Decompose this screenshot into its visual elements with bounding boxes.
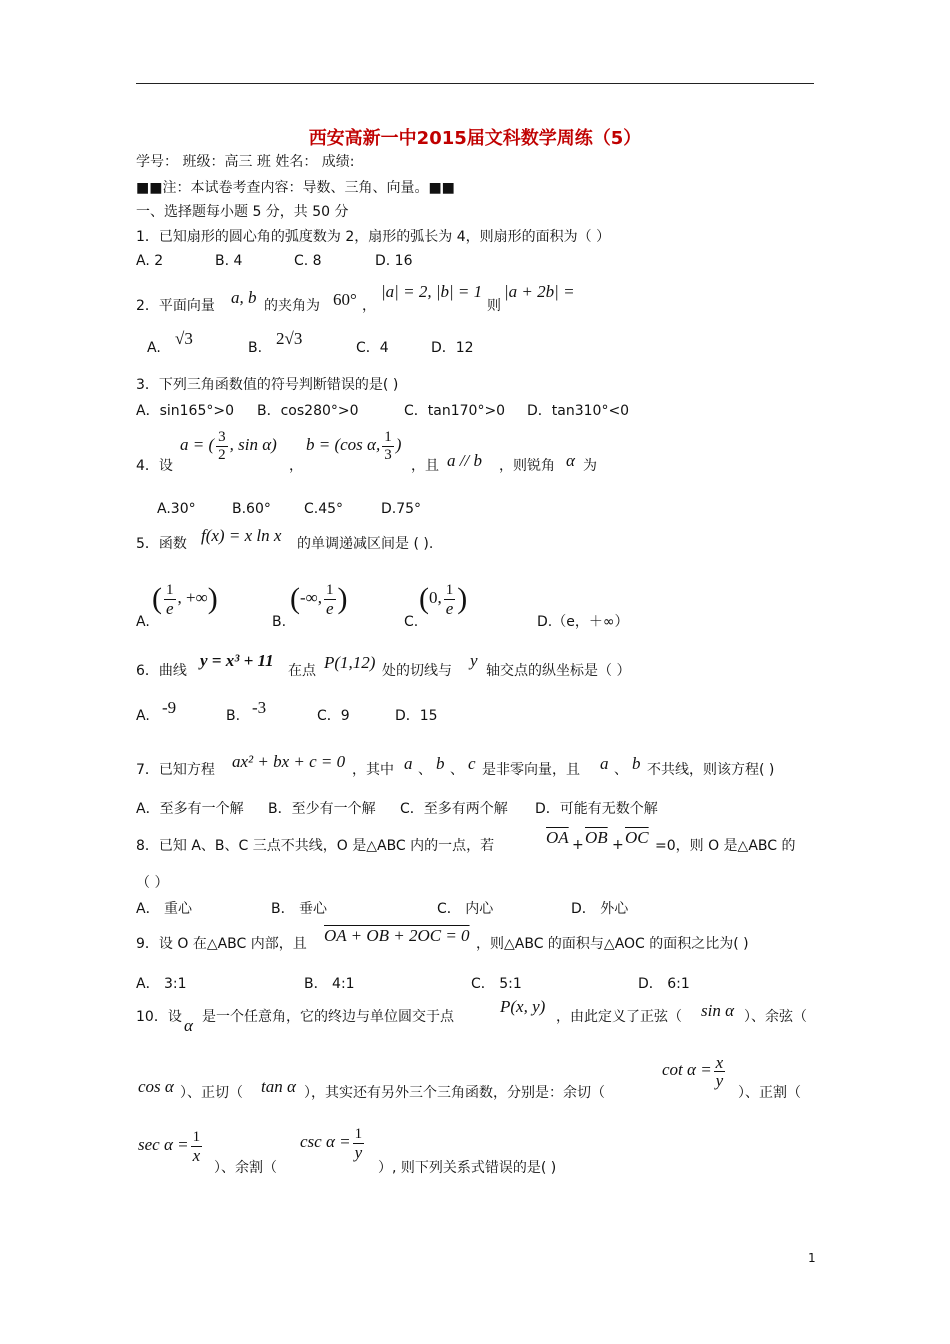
q7-mid: ，其中 [352,762,394,778]
right-paren: ) [457,582,468,615]
q8-pre: 8．已知 A、B、C 三点不共线，O 是△ABC 内的一点，若 [136,838,495,854]
q4-vector-a-lhs: a = ( [180,435,215,454]
q1-option-d: D. 16 [375,253,413,269]
q8-option-b: B． 垂心 [271,901,328,917]
q4-parallel: a // b [447,451,482,470]
q8-plus-1: + [572,837,584,853]
frac-den: y [715,1070,724,1090]
q7-b-2: b [632,754,641,773]
q10-pre: 10．设 [136,1009,182,1025]
frac-num: 1 [192,1128,201,1145]
q4-mid: ，且 [411,458,439,474]
q4-vector-b-tail: ) [395,435,402,454]
q4-fraction-3-2 [216,429,228,464]
q10-mid: 是一个任意角，它的终边与单位圆交于点 [202,1009,454,1025]
q4-option-a: A.30° [157,501,196,517]
q5-option-b-interval [290,578,348,619]
q10-line2a: ）、正切（ [180,1085,243,1101]
right-paren: ) [207,582,218,615]
q4-end: ，则锐角 [499,458,555,474]
q2-mid: 的夹角为 [264,298,320,314]
q3-option-d: D．tan310°<0 [527,403,630,419]
q6-option-b: B. [226,708,241,724]
fraction-1-e [164,582,176,617]
q2-then: 则 [487,298,501,314]
q9-option-d: D． 6:1 [638,976,690,992]
q6-option-a-value: -9 [162,698,177,717]
q2-option-c: C．4 [356,340,389,356]
q5-option-b: B. [272,614,287,630]
q4-frac-num: 3 [218,428,226,445]
q8-vector-oc: $\overline{OC}$ [625,828,649,847]
frac-num: 1 [326,581,334,598]
q8-vector-oa: $\overline{OA}$ [546,828,569,847]
section-heading: 一、选择题每小题 5 分，共 50 分 [136,204,349,220]
q4-fraction-1-3 [382,429,394,464]
left-paren: ( [419,582,429,615]
interval-tail: , +∞ [177,588,208,607]
q7-sep-2: 、 [450,762,464,778]
frac-num: x [715,1052,724,1072]
q4-end2: 为 [583,458,597,474]
q6-option-c: C．9 [317,708,350,724]
page-number: 1 [808,1251,816,1265]
q7-sep-3: 、 [614,762,628,778]
q2-expression: |a + 2b| = [504,282,575,301]
q6-y: y [470,651,478,670]
q10-cos: cos α [138,1077,174,1096]
q1-option-b: B. 4 [215,253,243,269]
q5-option-d: D.（e，＋∞） [537,614,629,630]
q6-pre: 6．曲线 [136,663,187,679]
q4-frac-den: 3 [384,446,392,463]
interval-head: -∞, [300,588,323,607]
q6-option-d: D．15 [395,708,438,724]
right-paren: ) [337,582,348,615]
left-paren: ( [290,582,300,615]
q10-line2c: ）、正割（ [738,1085,801,1101]
q4-option-b: B.60° [232,501,271,517]
q10-line3a: ）、余割（ [214,1160,277,1176]
q7-post1: 是非零向量，且 [482,762,580,778]
q1-stem: 1．已知扇形的圆心角的弧度数为 2，扇形的弧长为 4，则扇形的面积为（ ） [136,229,611,245]
q9-option-a: A． 3:1 [136,976,187,992]
q9-post: ，则△ABC 的面积与△AOC 的面积之比为( ) [476,936,749,952]
q3-option-a: A．sin165°>0 [136,403,234,419]
q4-vector-b [306,425,401,466]
q8-answer-paren: （ ） [136,875,169,891]
q6-point: P(1,12) [324,653,376,672]
q6-post1: 处的切线与 [382,663,452,679]
q8-option-a: A． 重心 [136,901,193,917]
q9-pre: 9．设 O 在△ABC 内部，且 [136,936,307,952]
q4-vector-a [180,425,277,466]
q10-cot-definition [662,1050,727,1091]
q2-option-b-value: 2√3 [276,329,303,348]
q10-point: P(x, y) [500,997,546,1016]
q3-option-b: B．cos280°>0 [257,403,359,419]
q5-option-c: C. [404,614,419,630]
q10-cot-lhs: cot α = [662,1060,712,1079]
q4-comma: ， [289,458,303,474]
q8-option-d: D． 外心 [571,901,629,917]
q2-option-a-value: √3 [175,329,193,348]
q2-option-b: B. [248,340,263,356]
q10-alpha: α [184,1016,193,1035]
q8-post: =0，则 O 是△ABC 的 [655,838,796,854]
frac-num: 1 [445,581,454,598]
q1-option-c: C. 8 [294,253,322,269]
q2-option-d: D．12 [431,340,474,356]
q4-option-c: C.45° [304,501,344,517]
fraction-1-e [444,582,456,617]
q9-equation: OA + OB + 2OC = 0 [324,926,470,945]
q10-sec-definition [138,1125,204,1166]
q6-mid: 在点 [288,663,316,679]
exam-note: ■■注：本试卷考查内容：导数、三角、向量。■■ [136,180,455,196]
q6-option-b-value: -3 [252,698,267,717]
header-rule [136,83,814,84]
q7-a: a [404,754,413,773]
interval-head: 0, [429,588,442,607]
q4-vector-b-lhs: b = (cos α, [306,435,381,454]
q10-cot-fraction [714,1054,726,1089]
q8-vector-ob: $\overline{OB}$ [585,828,608,847]
q7-equation: ax² + bx + c = 0 [232,752,346,771]
q10-line3b: ）, 则下列关系式错误的是( ) [378,1160,557,1176]
q10-csc-fraction [353,1126,365,1161]
q4-pre: 4．设 [136,458,173,474]
q5-pre: 5．函数 [136,536,187,552]
q5-post: 的单调递减区间是 ( ). [297,536,434,552]
student-info-line: 学号： 班级：高三 班 姓名： 成绩: [136,154,355,170]
q7-post2: 不共线，则该方程( ) [647,762,775,778]
frac-num: 1 [354,1125,363,1142]
q2-comma: ， [362,298,376,314]
q4-frac-den: 2 [218,446,226,463]
q6-option-a: A. [136,708,150,724]
q8-option-c: C． 内心 [437,901,494,917]
q4-option-d: D.75° [381,501,422,517]
q5-option-a-interval [152,578,218,619]
q7-b: b [436,754,445,773]
q2-vars: a, b [231,288,257,307]
q10-line2b: ），其实还有另外三个三角函数，分别是：余切（ [304,1085,605,1101]
q10-sec-fraction [191,1129,203,1164]
frac-den: e [445,598,454,618]
q3-stem: 3．下列三角函数值的符号判断错误的是( ) [136,377,399,393]
q1-option-a: A. 2 [136,253,164,269]
q9-option-c: C． 5:1 [471,976,522,992]
q5-function: f(x) = x ln x [201,526,282,545]
q3-option-c: C．tan170°>0 [404,403,506,419]
q10-csc-definition [300,1122,366,1163]
q7-pre: 7．已知方程 [136,762,215,778]
q9-option-b: B． 4:1 [304,976,355,992]
q2-angle: 60° [333,290,357,309]
q6-post2: 轴交点的纵坐标是（ ） [486,663,631,679]
frac-den: e [165,598,174,618]
q7-option-b: B．至少有一个解 [268,801,376,817]
q2-option-a: A. [147,340,161,356]
q5-option-c-interval [419,578,467,619]
q10-sec-lhs: sec α = [138,1135,189,1154]
q8-plus-2: + [612,837,624,853]
page-title: 西安高新一中2015届文科数学周练（5） [308,128,642,149]
q2-pre: 2．平面向量 [136,298,215,314]
q10-post1: ，由此定义了正弦（ [556,1009,682,1025]
q2-condition: |a| = 2, |b| = 1 [381,282,483,301]
frac-den: y [354,1142,363,1162]
fraction-1-e [324,582,336,617]
frac-num: 1 [166,581,174,598]
q4-vector-a-tail: , sin α) [229,435,277,454]
frac-den: x [192,1145,201,1165]
q7-option-d: D．可能有无数个解 [535,801,658,817]
q6-curve: y = x³ + 11 [200,651,274,670]
q10-csc-lhs: csc α = [300,1132,351,1151]
q10-sin: sin α [701,1001,735,1020]
q7-option-a: A．至多有一个解 [136,801,244,817]
q7-sep-1: 、 [418,762,432,778]
q7-a-2: a [600,754,609,773]
q10-tan: tan α [261,1077,296,1096]
q5-option-a: A. [136,614,150,630]
q7-c: c [468,754,476,773]
left-paren: ( [152,582,162,615]
q7-option-c: C．至多有两个解 [400,801,508,817]
q4-alpha: α [566,451,575,470]
frac-den: e [326,598,334,618]
q4-frac-num: 1 [384,428,392,445]
q10-post2: ）、余弦（ [744,1009,807,1025]
